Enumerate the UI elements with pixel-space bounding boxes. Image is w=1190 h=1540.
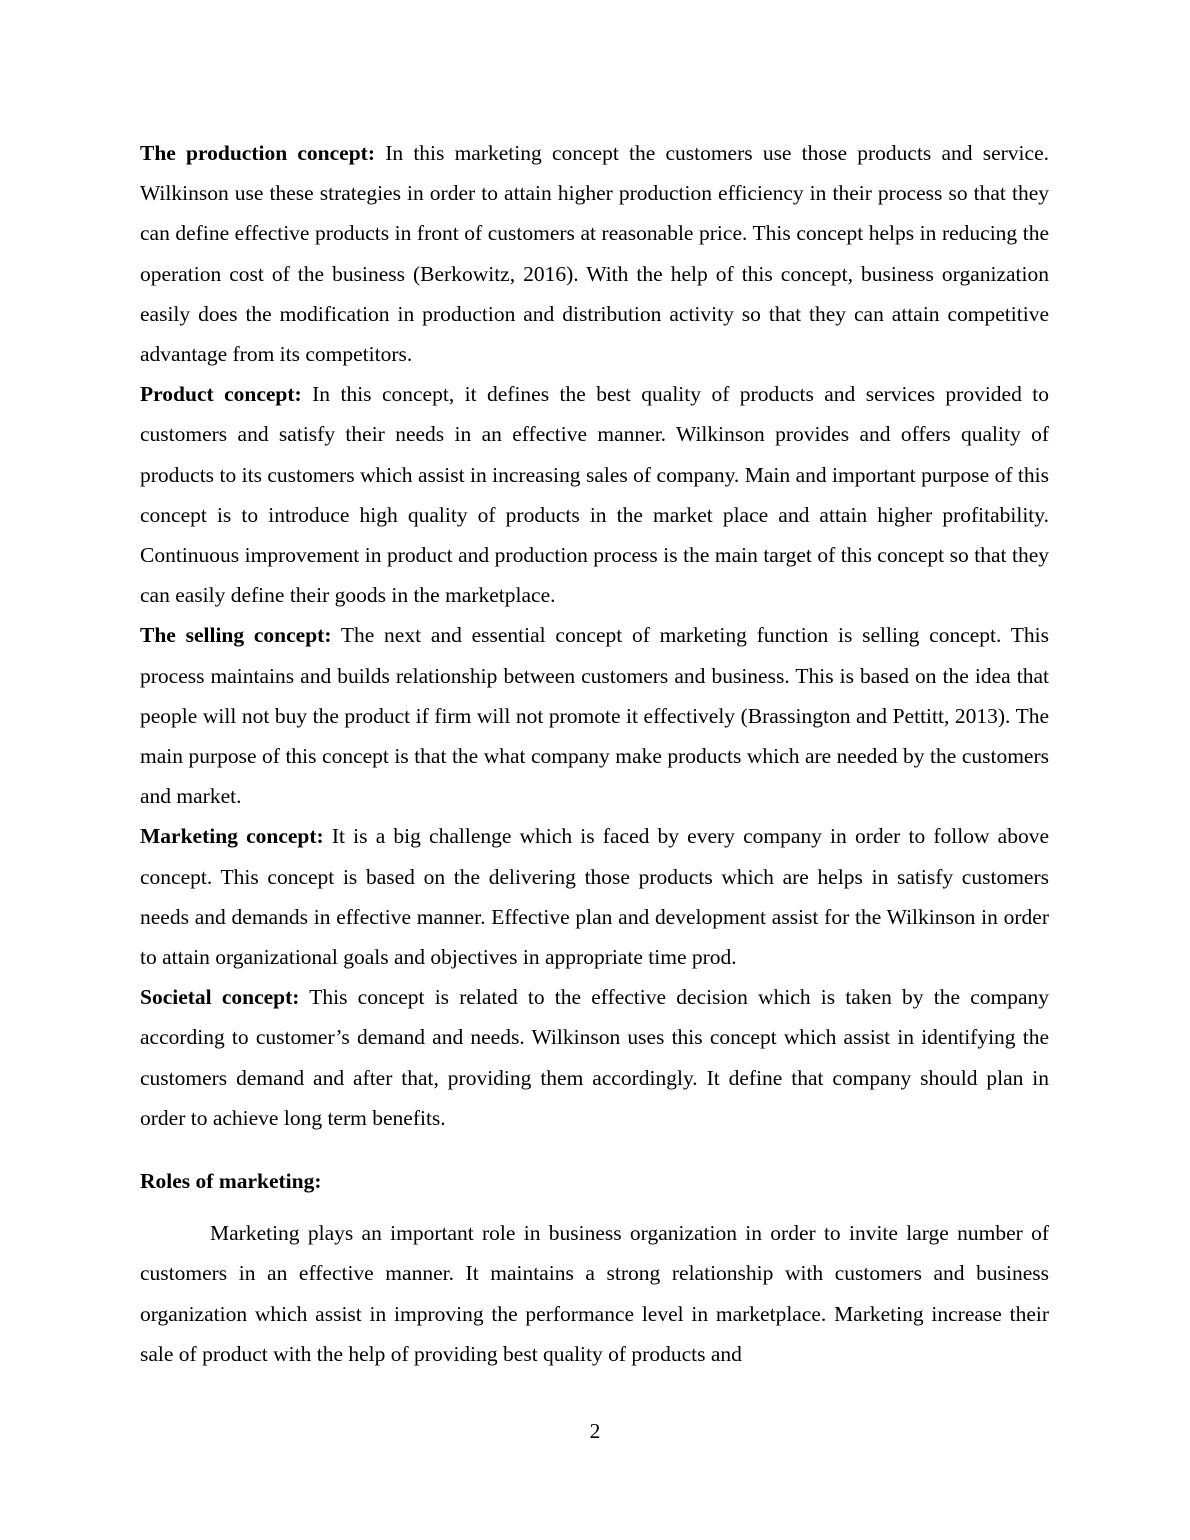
- societal-concept-text: This concept is related to the effective decision which is taken by the company according to customer’s demand and needs. Wilkinson uses this concept which assist in identifying the customers demand and after that, providing them accordingly. It define that company should plan in order to achieve long term benefits.: [140, 985, 1049, 1130]
- selling-concept-text: The next and essential concept of marketing function is selling concept. This process maintains and builds relationship between customers and business. This is based on the idea that people will not buy the product if firm will not promote it effectively (Brassington and Pettitt, 2013). The main purpose of this concept is that the what company make products which are needed by the customers and market.: [140, 623, 1049, 809]
- marketing-concept-text: It is a big challenge which is faced by every company in order to follow above concept. This concept is based on the delivering those products which are helps in satisfy customers needs and demands in effective manner. Effective plan and development assist for the Wilkinson in order to attain organizational goals and objectives in appropriate time prod.: [140, 824, 1050, 970]
- marketing-concept-paragraph: [140, 816, 1049, 977]
- product-concept-text: In this concept, it defines the best quality of products and services provided to customers and satisfy their needs in an effective manner. Wilkinson provides and offers quality of products to its customers which assist in increasing sales of company. Main and important purpose of this concept is to introduce high quality of products in the market place and attain higher profitability. Continuous improvement in product and production process is the main target of this concept so that they can easily define their goods in the marketplace.: [140, 382, 1049, 608]
- selling-concept-term: The selling concept:: [140, 623, 332, 648]
- selling-concept-paragraph: [140, 615, 1049, 816]
- roles-of-marketing-heading: Roles of marketing:: [140, 1169, 322, 1194]
- roles-of-marketing-paragraph: Marketing plays an important role in business organization in order to invite large number of customers in an effective manner. It maintains a strong relationship with customers and business organization which assist in improving the performance level in marketplace. Marketing increase their sale of product with the help of providing best quality of products and: [140, 1221, 1049, 1366]
- production-concept-paragraph: [140, 133, 1049, 374]
- document-body: [140, 133, 1049, 1374]
- societal-concept-paragraph: [140, 977, 1049, 1138]
- product-concept-term: Product concept:: [140, 382, 302, 407]
- page-number: 2: [589, 1419, 601, 1443]
- product-concept-paragraph: [140, 374, 1049, 615]
- production-concept-text: In this marketing concept the customers use those products and service. Wilkinson use these strategies in order to attain higher production efficiency in their process so that they can define effective products in front of customers at reasonable price. This concept helps in reducing the operation cost of the business (Berkowitz, 2016). With the help of this concept, business organization easily does the modification in production and distribution activity so that they can attain competitive advantage from its competitors.: [140, 141, 1049, 367]
- marketing-concept-term: Marketing concept:: [140, 824, 324, 849]
- societal-concept-term: Societal concept:: [140, 985, 300, 1010]
- production-concept-term: The production concept:: [140, 141, 376, 165]
